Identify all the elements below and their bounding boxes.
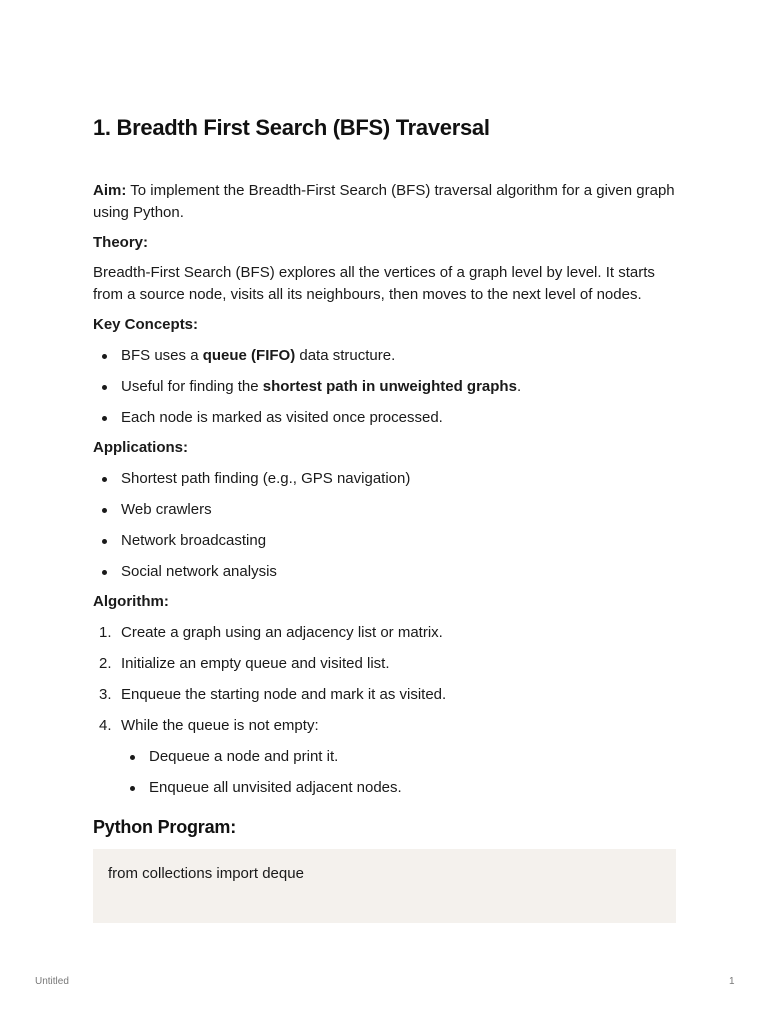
list-item: Network broadcasting: [93, 530, 676, 552]
aim-paragraph: [93, 180, 676, 224]
key-concepts-list: [93, 345, 676, 429]
bullet-icon: [102, 385, 107, 390]
applications-list: [93, 468, 676, 583]
list-item: 2. Initialize an empty queue and visited list.: [99, 655, 390, 672]
list-item: 3. Enqueue the starting node and mark it as visited.: [99, 686, 447, 703]
program-heading: Python Program:: [93, 817, 237, 837]
list-item: Social network analysis: [93, 561, 676, 583]
bullet-icon: [102, 477, 107, 482]
footer-page-number: 1: [729, 976, 735, 987]
bullet-icon: [102, 570, 107, 575]
footer-document-name: Untitled: [35, 976, 69, 987]
list-item: 4. While the queue is not empty: Dequeue a node and print it. Enqueue all unvisited adjacent nodes.: [93, 715, 676, 799]
theory-label: Theory:: [93, 234, 149, 251]
document-title: 1. Breadth First Search (BFS) Traversal: [93, 115, 490, 140]
list-item: Dequeue a node and print it.: [121, 746, 676, 768]
document-page: [93, 112, 676, 923]
algorithm-substeps-list: [121, 746, 676, 799]
aim-label: Aim:: [93, 182, 127, 199]
list-item: Shortest path finding (e.g., GPS navigation): [93, 468, 676, 490]
list-item: Enqueue all unvisited adjacent nodes.: [121, 777, 676, 799]
bullet-icon: [130, 786, 135, 791]
bullet-icon: [102, 354, 107, 359]
code-block: [93, 849, 676, 923]
list-item: Useful for finding the shortest path in unweighted graphs.: [93, 376, 676, 398]
bullet-icon: [130, 755, 135, 760]
list-item: Web crawlers: [93, 499, 676, 521]
applications-label: Applications:: [93, 439, 189, 456]
list-item: Each node is marked as visited once processed.: [93, 407, 676, 429]
code-line: from collections import deque: [108, 865, 304, 882]
algorithm-steps-list: [93, 622, 676, 799]
aim-text: To implement the Breadth-First Search (BFS) traversal algorithm for a given graph using Python.: [93, 182, 675, 221]
list-item: 1. Create a graph using an adjacency list or matrix.: [99, 624, 443, 641]
bullet-icon: [102, 508, 107, 513]
list-item: BFS uses a queue (FIFO) data structure.: [93, 345, 676, 367]
algorithm-label: Algorithm:: [93, 593, 169, 610]
theory-text: Breadth-First Search (BFS) explores all the vertices of a graph level by level. It starts from a source node, visits all its neighbours, then moves to the next level of nodes.: [93, 264, 655, 303]
bullet-icon: [102, 416, 107, 421]
key-concepts-label: Key Concepts:: [93, 316, 199, 333]
bullet-icon: [102, 539, 107, 544]
